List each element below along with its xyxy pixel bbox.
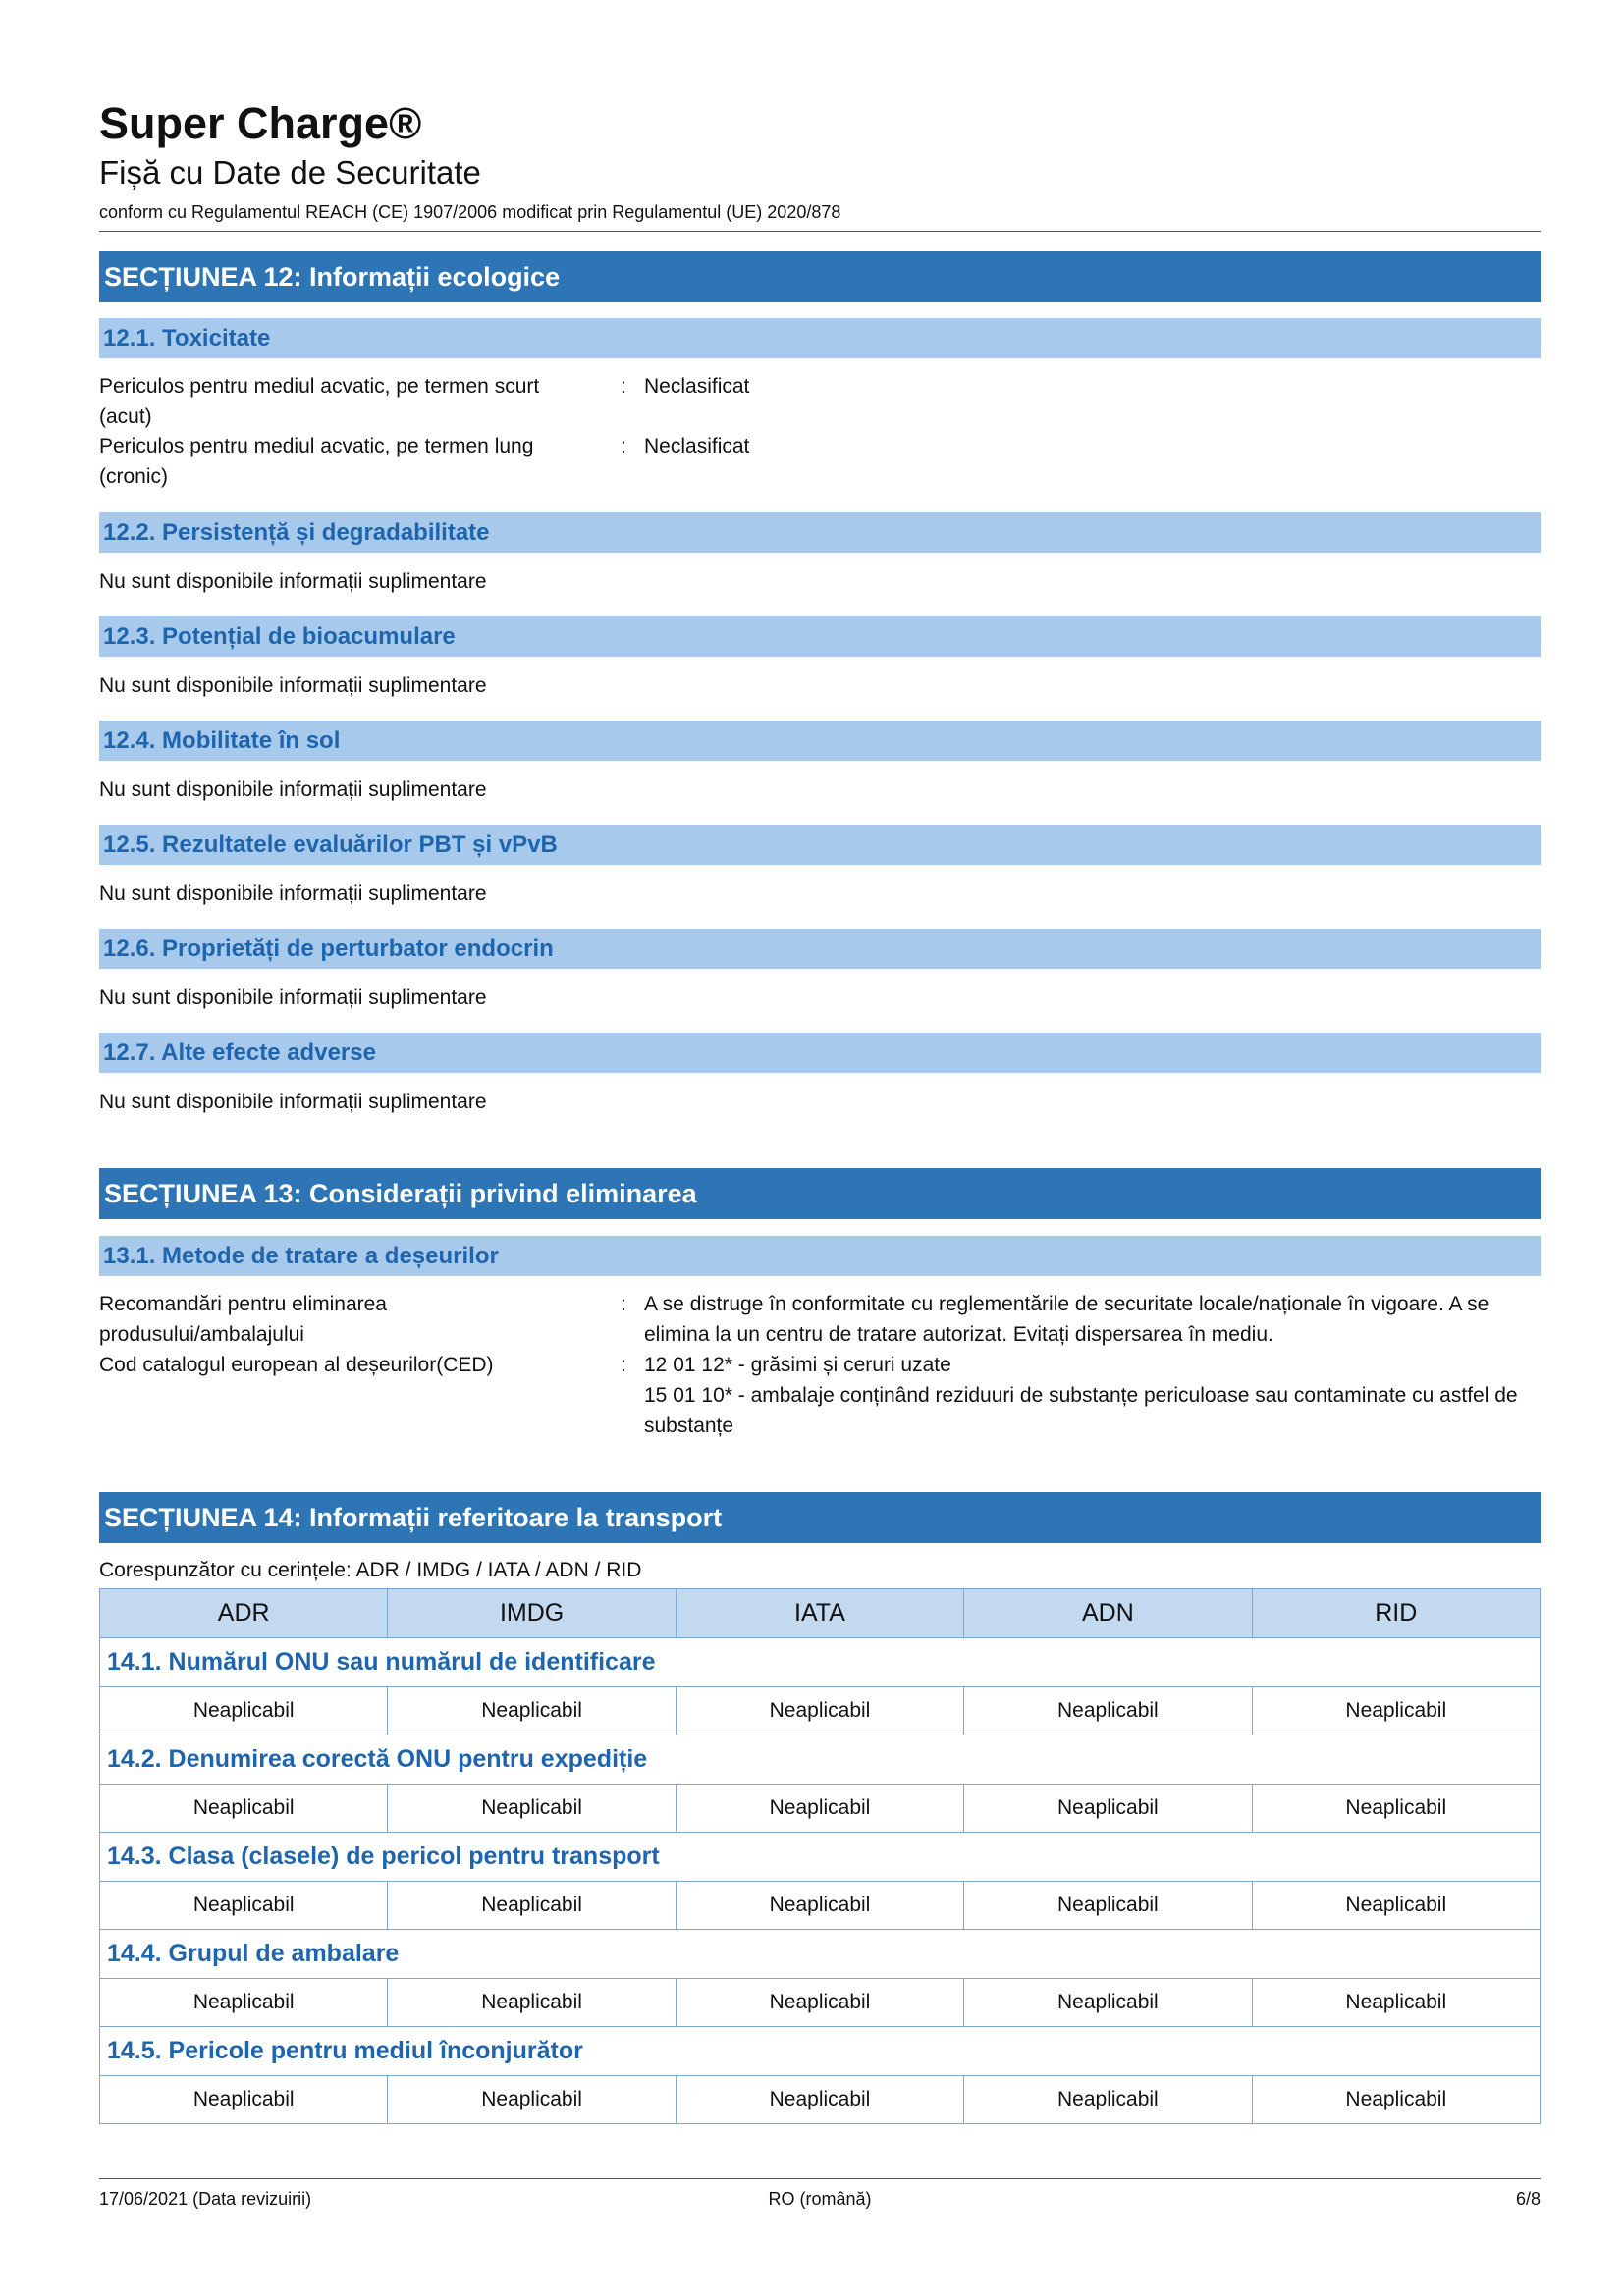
table-group-row (100, 1735, 1541, 1785)
subsection-12-6-header: 12.6. Proprietăți de perturbator endocrin (99, 929, 1541, 969)
table-cell: Neaplicabil (388, 2076, 676, 2124)
subsection-12-3-header: 12.3. Potențial de bioacumulare (99, 616, 1541, 657)
table-group-row (100, 1930, 1541, 1979)
regulation-line: conform cu Regulamentul REACH (CE) 1907/2006 modificat prin Regulamentul (UE) 2020/878 (99, 202, 841, 222)
table-cell: Neaplicabil (388, 1882, 676, 1930)
table-cell: Neaplicabil (100, 1979, 388, 2027)
table-cell: Neaplicabil (964, 1687, 1252, 1735)
colon-separator: : (621, 1293, 626, 1315)
subsection-12-5-header: 12.5. Rezultatele evaluărilor PBT și vPvB (99, 825, 1541, 865)
table-cell: Neaplicabil (1252, 1785, 1540, 1833)
subsection-12-7-header: 12.7. Alte efecte adverse (99, 1033, 1541, 1073)
table-cell: Neaplicabil (388, 1785, 676, 1833)
no-info-text: Nu sunt disponibile informații suplimentare (99, 674, 487, 697)
group-title-14-4: 14.4. Grupul de ambalare (100, 1930, 1541, 1979)
section-12-header: SECȚIUNEA 12: Informații ecologice (99, 251, 1541, 302)
table-cell: Neaplicabil (388, 1687, 676, 1735)
table-row (100, 2076, 1541, 2124)
table-row (100, 1687, 1541, 1735)
no-info-text: Nu sunt disponibile informații suplimentare (99, 882, 487, 905)
table-group-row (100, 2027, 1541, 2076)
language-label: RO (română) (768, 2189, 872, 2209)
table-header-row (100, 1589, 1541, 1638)
disposal-recommendation-value: A se distruge în conformitate cu reglementările de securitate locale/naționale în vigoare. A se elimina la un centru de tratare autorizat. Evitați dispersarea în mediu. (644, 1293, 1489, 1346)
table-row (100, 1882, 1541, 1930)
subsection-12-1-header: 12.1. Toxicitate (99, 318, 1541, 358)
subsection-13-1-header: 13.1. Metode de tratare a deșeurilor (99, 1236, 1541, 1276)
table-cell: Neaplicabil (964, 1979, 1252, 2027)
table-cell: Neaplicabil (1252, 1882, 1540, 1930)
group-title-14-2: 14.2. Denumirea corectă ONU pentru expediție (100, 1735, 1541, 1785)
column-header-imdg: IMDG (388, 1589, 676, 1638)
table-cell: Neaplicabil (100, 1882, 388, 1930)
table-cell: Neaplicabil (676, 2076, 963, 2124)
chronic-hazard-value: Neclasificat (644, 435, 750, 457)
acute-hazard-label: Periculos pentru mediul acvatic, pe termen scurt (acut) (99, 375, 540, 428)
waste-code-value-2: 15 01 10* - ambalaje conținând reziduuri de substanțe periculoase sau contaminate cu astfel de substanțe (644, 1384, 1518, 1437)
column-header-iata: IATA (676, 1589, 963, 1638)
table-cell: Neaplicabil (964, 1882, 1252, 1930)
section-13-header: SECȚIUNEA 13: Considerații privind eliminarea (99, 1168, 1541, 1219)
table-cell: Neaplicabil (388, 1979, 676, 2027)
column-header-adn: ADN (964, 1589, 1252, 1638)
table-cell: Neaplicabil (100, 1785, 388, 1833)
transport-compliance-text: Corespunzător cu cerințele: ADR / IMDG / IATA / ADN / RID (99, 1559, 642, 1581)
section-14-header: SECȚIUNEA 14: Informații referitoare la transport (99, 1492, 1541, 1543)
table-cell: Neaplicabil (676, 1979, 963, 2027)
table-cell: Neaplicabil (676, 1687, 963, 1735)
table-cell: Neaplicabil (1252, 1687, 1540, 1735)
subsection-12-2-header: 12.2. Persistență și degradabilitate (99, 512, 1541, 553)
colon-separator: : (621, 375, 626, 398)
no-info-text: Nu sunt disponibile informații suplimentare (99, 778, 487, 801)
table-cell: Neaplicabil (1252, 1979, 1540, 2027)
footer-divider (99, 2178, 1541, 2179)
subsection-12-4-header: 12.4. Mobilitate în sol (99, 721, 1541, 761)
table-group-row (100, 1833, 1541, 1882)
table-cell: Neaplicabil (1252, 2076, 1540, 2124)
table-row (100, 1979, 1541, 2027)
transport-table (99, 1588, 1541, 2124)
table-cell: Neaplicabil (964, 1785, 1252, 1833)
colon-separator: : (621, 1354, 626, 1376)
waste-code-label: Cod catalogul european al deșeurilor(CED) (99, 1354, 494, 1376)
header-divider (99, 231, 1541, 232)
colon-separator: : (621, 435, 626, 457)
column-header-adr: ADR (100, 1589, 388, 1638)
table-cell: Neaplicabil (100, 2076, 388, 2124)
table-cell: Neaplicabil (964, 2076, 1252, 2124)
disposal-recommendation-label: Recomandări pentru eliminarea produsului/ambalajului (99, 1293, 387, 1346)
acute-hazard-value: Neclasificat (644, 375, 750, 398)
group-title-14-5: 14.5. Pericole pentru mediul înconjurător (100, 2027, 1541, 2076)
table-cell: Neaplicabil (676, 1785, 963, 1833)
page-number: 6/8 (1515, 2189, 1541, 2209)
no-info-text: Nu sunt disponibile informații suplimentare (99, 1091, 487, 1113)
chronic-hazard-label: Periculos pentru mediul acvatic, pe termen lung (cronic) (99, 435, 534, 488)
column-header-rid: RID (1252, 1589, 1540, 1638)
table-cell: Neaplicabil (676, 1882, 963, 1930)
group-title-14-3: 14.3. Clasa (clasele) de pericol pentru transport (100, 1833, 1541, 1882)
document-subtitle: Fișă cu Date de Securitate (99, 154, 481, 190)
table-row (100, 1785, 1541, 1833)
no-info-text: Nu sunt disponibile informații suplimentare (99, 987, 487, 1009)
table-cell: Neaplicabil (100, 1687, 388, 1735)
document-title: Super Charge® (99, 98, 422, 148)
table-group-row (100, 1638, 1541, 1687)
revision-date: 17/06/2021 (Data revizuirii) (99, 2189, 312, 2209)
no-info-text: Nu sunt disponibile informații suplimentare (99, 570, 487, 593)
waste-code-value-1: 12 01 12* - grăsimi și ceruri uzate (644, 1354, 951, 1376)
group-title-14-1: 14.1. Numărul ONU sau numărul de identificare (100, 1638, 1541, 1687)
